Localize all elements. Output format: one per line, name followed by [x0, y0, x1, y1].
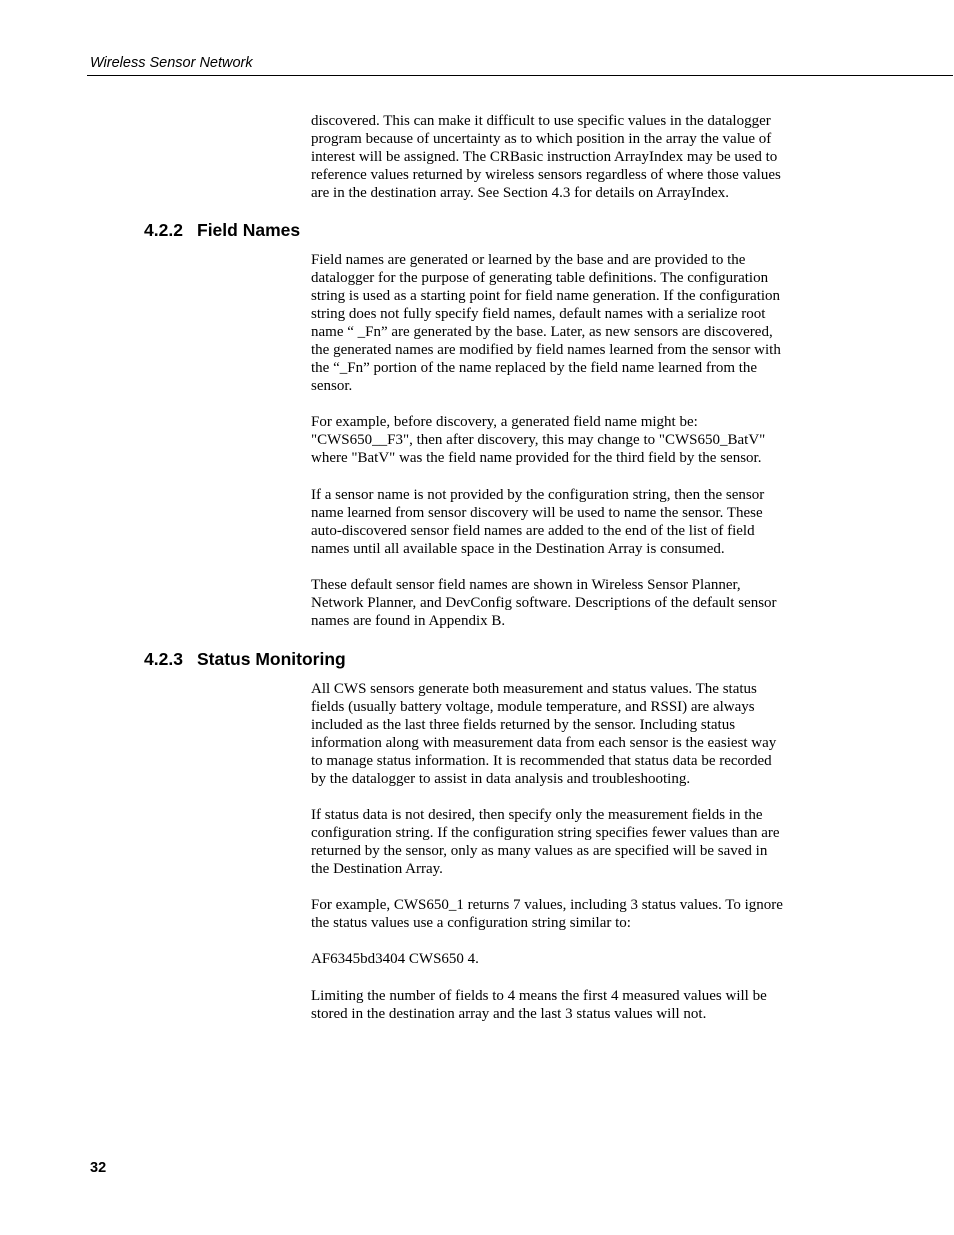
- status-monitoring-body: [311, 896, 811, 932]
- intro-paragraph: discovered. This can make it difficult to use specific values in the datalogger program because of uncertainty as to which position in the array the value of interest will be assigned. The CRBasic instruction ArrayIndex may be used to reference values returned by wireless sensors regardless of where those values are in the destination array. See Section 4.3 for details on ArrayIndex.: [311, 113, 781, 201]
- field-names-body: [311, 576, 811, 630]
- paragraph: Limiting the number of fields to 4 means the first 4 measured values will be stored in the destination array and the last 3 status values will not.: [311, 988, 767, 1022]
- paragraph: Field names are generated or learned by the base and are provided to the datalogger for the purpose of generating table definitions. The configuration string is used as a starting point for field name generation. If the configuration string does not fully specify field names, default names with a serialize root name “ _Fn” are generated by the base. Later, as new sensors are discovered, the generated names are modified by field names learned from the sensor with the “_Fn” portion of the name replaced by the field name learned from the sensor.: [311, 252, 781, 394]
- section-heading-status-monitoring: [144, 649, 346, 670]
- config-string-example: AF6345bd3404 CWS650 4.: [311, 951, 479, 967]
- status-monitoring-body: [311, 987, 811, 1023]
- running-header-title: Wireless Sensor Network: [90, 55, 253, 71]
- paragraph: If status data is not desired, then specify only the measurement fields in the configuration string. If the configuration string specifies fewer values than are returned by the sensor, only as many values as are specified will be saved in the Destination Array.: [311, 807, 780, 877]
- paragraph: These default sensor field names are shown in Wireless Sensor Planner, Network Planner, and DevConfig software. Descriptions of the default sensor names are found in Appendix B.: [311, 577, 777, 629]
- status-monitoring-body: [311, 950, 811, 968]
- paragraph: All CWS sensors generate both measurement and status values. The status fields (usually battery voltage, module temperature, and RSSI) are always included as the last three fields returned by the sensor. Including status information along with measurement data from each sensor is the easiest way to manage status information. It is recommended that status data be recorded by the datalogger to assist in data analysis and troubleshooting.: [311, 681, 777, 787]
- page-number: 32: [90, 1160, 107, 1176]
- paragraph: For example, CWS650_1 returns 7 values, including 3 status values. To ignore the status values use a configuration string similar to:: [311, 897, 783, 931]
- section-heading-field-names: [144, 220, 300, 241]
- status-monitoring-body: [311, 680, 811, 788]
- paragraph: For example, before discovery, a generated field name might be: "CWS650__F3", then after discovery, this may change to "CWS650_BatV" where "BatV" was the field name provided for the third field by the sensor.: [311, 414, 766, 466]
- section-title: Status Monitoring: [197, 649, 346, 669]
- section-number: 4.2.3: [144, 649, 183, 669]
- field-names-body: [311, 486, 811, 558]
- status-monitoring-body: [311, 806, 811, 878]
- section-title: Field Names: [197, 220, 301, 240]
- section-number: 4.2.2: [144, 220, 183, 240]
- field-names-body: [311, 251, 811, 395]
- intro-section: [311, 112, 811, 202]
- paragraph: If a sensor name is not provided by the configuration string, then the sensor name learned from sensor discovery will be used to name the sensor. These auto-discovered sensor field names are added to the end of the list of field names until all available space in the Destination Array is consumed.: [311, 487, 765, 557]
- field-names-body: [311, 413, 811, 467]
- header-rule: [87, 75, 953, 76]
